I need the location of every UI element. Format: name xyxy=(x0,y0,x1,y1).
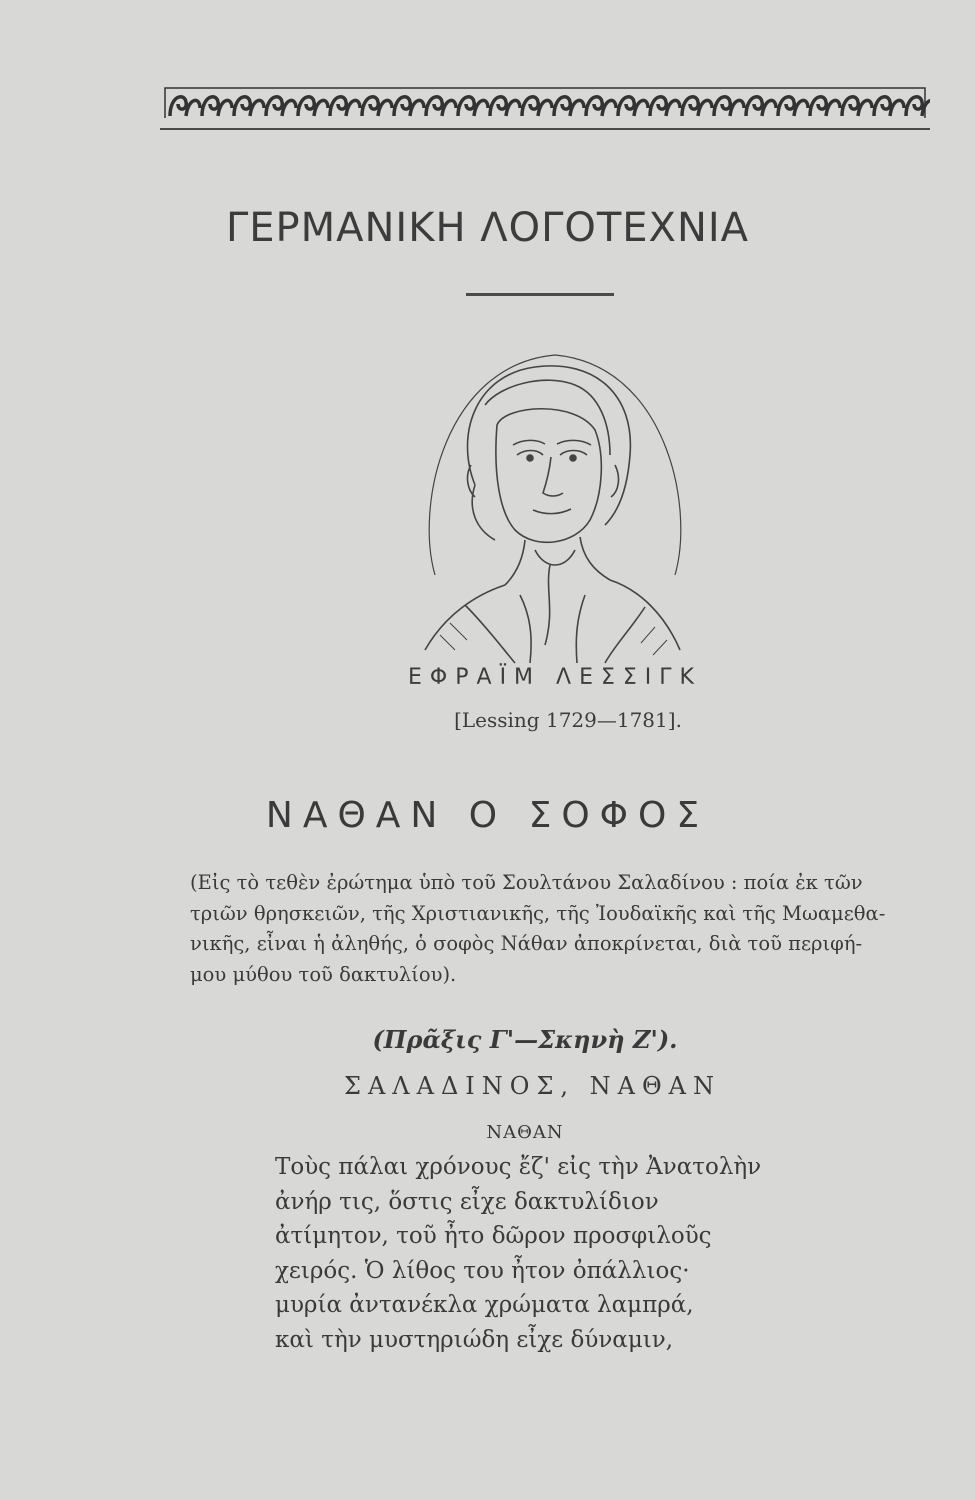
verse-line: ἀνήρ τις, ὅστις εἶχε δακτυλίδιον xyxy=(275,1188,659,1215)
ornament-motif xyxy=(490,97,520,116)
ornament-motif xyxy=(874,97,904,116)
ornament-motif xyxy=(746,97,776,116)
author-dates: [Lessing 1729—1781]. xyxy=(454,708,682,732)
ornament-motif xyxy=(298,97,328,116)
intro-line: μου μύθου τοῦ δακτυλίου). xyxy=(190,962,457,986)
intro-line: (Εἰς τὸ τεθὲν ἐρώτημα ὑπὸ τοῦ Σουλτάνου Σαλαδίνου : ποία ἐκ τῶν xyxy=(190,871,863,894)
intro-line: νικῆς, εἶναι ἡ ἀληθής, ὁ σοφὸς Νάθαν ἀποκρίνεται, διὰ τοῦ περιφή- xyxy=(190,932,863,955)
title-divider xyxy=(466,293,614,296)
ornament-motif xyxy=(682,97,712,116)
verse-block xyxy=(275,1150,835,1357)
scene-heading: (Πρᾶξις Γ'—Σκηνὴ Ζ'). xyxy=(372,1025,678,1054)
ornament-motif xyxy=(810,97,840,116)
ornament-motif xyxy=(554,97,584,116)
page-title: ΓΕΡΜΑΝΙΚΗ ΛΟΓΟΤΕΧΝΙΑ xyxy=(225,205,750,251)
engraved-portrait-icon xyxy=(405,345,705,665)
ornament-motif xyxy=(234,97,264,116)
verse-line: χειρός. Ὁ λίθος του ἦτον ὀπάλλιος· xyxy=(275,1257,690,1284)
intro-line: τριῶν θρησκειῶν, τῆς Χριστιανικῆς, τῆς Ἰουδαϊκῆς καὶ τῆς Μωαμεθα- xyxy=(190,901,886,925)
ornament-motif xyxy=(778,97,808,116)
verse-line: μυρία ἀντανέκλα χρώματα λαμπρά, xyxy=(275,1292,694,1318)
work-title: ΝΑΘΑΝ Ο ΣΟΦΟΣ xyxy=(265,795,710,836)
ornament-motif xyxy=(394,97,424,116)
ornament-motif xyxy=(586,97,616,116)
verse-line: Τοὺς πάλαι χρόνους ἔζ' εἰς τὴν Ἀνατολὴν xyxy=(275,1154,762,1180)
ornament-motif xyxy=(170,97,200,116)
ornament-motif xyxy=(362,97,392,116)
ornament-motif xyxy=(906,97,930,116)
top-rule xyxy=(160,128,930,130)
author-name: ΕΦΡΑΪΜ ΛΕΣΣΙΓΚ xyxy=(408,665,702,690)
greek-key-border-ornament-icon xyxy=(160,78,930,128)
verse-line: καὶ τὴν μυστηριώδη εἶχε δύναμιν, xyxy=(275,1326,674,1353)
ornament-motif xyxy=(202,97,232,116)
ornament-motif xyxy=(714,97,744,116)
ornament-motif xyxy=(266,97,296,116)
ornament-motif xyxy=(522,97,552,116)
intro-paragraph xyxy=(190,868,935,990)
ornament-motif xyxy=(618,97,648,116)
ornament-motif xyxy=(842,97,872,116)
ornament-motif xyxy=(458,97,488,116)
ornament-motif xyxy=(426,97,456,116)
verse-line: ἀτίμητον, τοῦ ἦτο δῶρον προσφιλοῦς xyxy=(275,1223,712,1249)
characters-list: ΣΑΛΑΔΙΝΟΣ, ΝΑΘΑΝ xyxy=(343,1072,722,1100)
ornament-motif xyxy=(650,97,680,116)
ornament-motif xyxy=(330,97,360,116)
speaker-name: ΝΑΘΑΝ xyxy=(486,1122,564,1143)
